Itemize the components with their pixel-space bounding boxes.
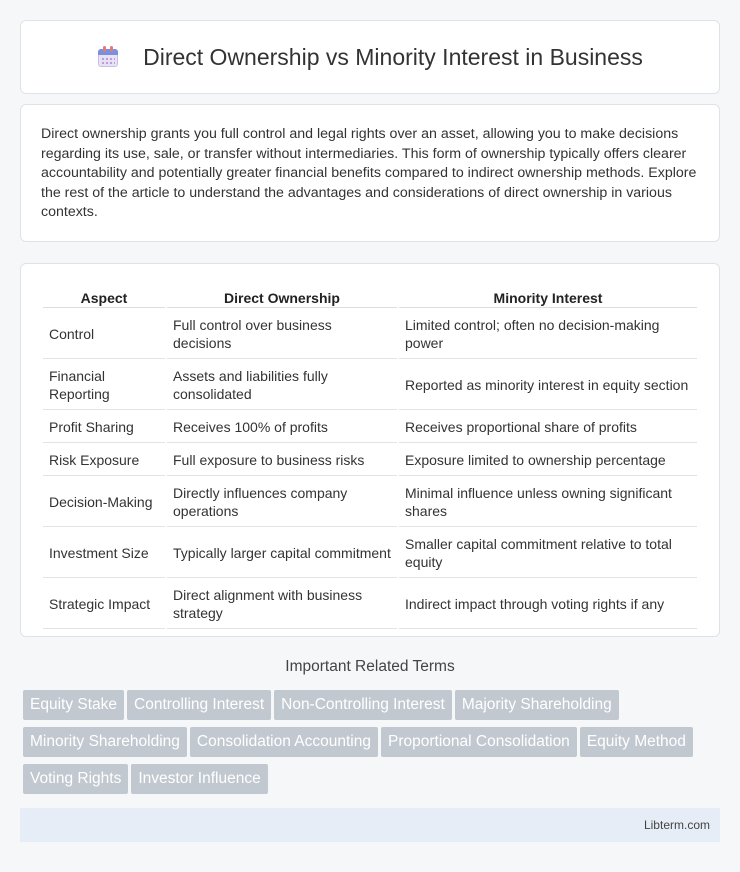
related-term-tag[interactable]: Voting Rights [23,764,128,794]
cell-minority-interest: Minimal influence unless owning significant shares [399,478,697,527]
table-row [43,445,697,476]
header-direct-ownership: Direct Ownership [167,286,397,308]
comparison-table [41,284,699,631]
cell-minority-interest: Indirect impact through voting rights if any [399,580,697,629]
title-card [20,20,720,94]
related-term-tag[interactable]: Majority Shareholding [455,690,619,720]
header-minority-interest: Minority Interest [399,286,697,308]
cell-aspect: Profit Sharing [43,412,165,443]
table-row [43,529,697,578]
cell-minority-interest: Smaller capital commitment relative to total equity [399,529,697,578]
cell-aspect: Strategic Impact [43,580,165,629]
cell-minority-interest: Limited control; often no decision-making power [399,310,697,359]
cell-aspect: Decision-Making [43,478,165,527]
cell-direct-ownership: Assets and liabilities fully consolidated [167,361,397,410]
related-term-tag[interactable]: Consolidation Accounting [190,727,378,757]
intro-text: Direct ownership grants you full control and legal rights over an asset, allowing you to make decisions regarding its use, sale, or transfer without intermediaries. This form of ownership typically offers clearer accountability and potentially greater financial benefits compared to indirect ownership methods. Explore the rest of the article to understand the advantages and considerations of direct ownership in various contexts. [41,126,697,220]
header-aspect: Aspect [43,286,165,308]
related-term-tag[interactable]: Minority Shareholding [23,727,187,757]
table-row [43,361,697,410]
related-terms-list [23,690,723,801]
related-term-tag[interactable]: Equity Stake [23,690,124,720]
cell-direct-ownership: Full exposure to business risks [167,445,397,476]
cell-aspect: Control [43,310,165,359]
cell-aspect: Financial Reporting [43,361,165,410]
table-row [43,412,697,443]
cell-direct-ownership: Directly influences company operations [167,478,397,527]
related-terms-heading: Important Related Terms [285,658,455,675]
cell-direct-ownership: Direct alignment with business strategy [167,580,397,629]
related-term-tag[interactable]: Proportional Consolidation [381,727,577,757]
table-row [43,478,697,527]
table-row [43,580,697,629]
cell-minority-interest: Exposure limited to ownership percentage [399,445,697,476]
cell-aspect: Investment Size [43,529,165,578]
cell-direct-ownership: Typically larger capital commitment [167,529,397,578]
table-row [43,310,697,359]
related-term-tag[interactable]: Equity Method [580,727,693,757]
footer [20,808,720,842]
cell-direct-ownership: Full control over business decisions [167,310,397,359]
cell-aspect: Risk Exposure [43,445,165,476]
cell-minority-interest: Reported as minority interest in equity section [399,361,697,410]
table-card [20,263,720,637]
intro-card [20,104,720,242]
footer-site-link[interactable]: Libterm.com [643,818,710,832]
related-term-tag[interactable]: Non-Controlling Interest [274,690,452,720]
cell-minority-interest: Receives proportional share of profits [399,412,697,443]
related-term-tag[interactable]: Investor Influence [131,764,267,794]
page-title: Direct Ownership vs Minority Interest in Business [143,43,643,70]
calendar-icon [97,46,119,68]
related-term-tag[interactable]: Controlling Interest [127,690,271,720]
cell-direct-ownership: Receives 100% of profits [167,412,397,443]
table-header-row [43,286,697,308]
